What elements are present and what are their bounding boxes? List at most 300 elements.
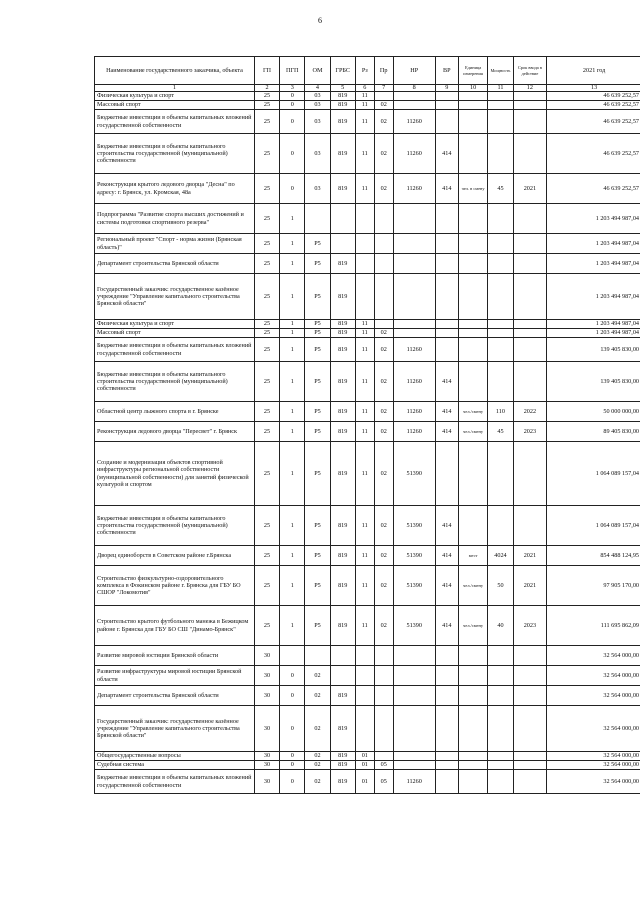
om-cell: P5 (305, 422, 330, 442)
rz-cell: 11 (355, 506, 374, 546)
pr-cell (374, 686, 393, 706)
header-row (95, 57, 640, 85)
rz-cell: 11 (355, 362, 374, 402)
gp-cell: 30 (254, 666, 279, 686)
capacity-cell: 40 (488, 606, 513, 646)
header-cell: Пр (374, 57, 393, 85)
rz-cell: 01 (355, 770, 374, 794)
table-row (95, 254, 640, 274)
grbs-cell: 819 (330, 174, 355, 204)
pgp-cell: 1 (280, 606, 305, 646)
row-name: Строительство физкультурно-оздоровительного комплекса в Фокинском районе г. Брянска для ГБУ БО СШОР "Локомотив" (95, 566, 255, 606)
pr-cell: 02 (374, 110, 393, 134)
amount-cell: 1 203 494 987,04 (547, 204, 640, 234)
amount-cell: 1 203 494 987,04 (547, 254, 640, 274)
deadline-cell (513, 274, 547, 320)
unit-cell (458, 329, 487, 338)
pgp-cell: 0 (280, 101, 305, 110)
column-number: 6 (355, 85, 374, 92)
capacity-cell: 110 (488, 402, 513, 422)
gp-cell: 25 (254, 134, 279, 174)
table-row (95, 761, 640, 770)
om-cell: P5 (305, 254, 330, 274)
nr-cell: 51390 (393, 606, 435, 646)
table-row (95, 666, 640, 686)
unit-cell (458, 770, 487, 794)
nr-cell (393, 666, 435, 686)
pgp-cell: 1 (280, 362, 305, 402)
rz-cell: 11 (355, 174, 374, 204)
grbs-cell: 819 (330, 362, 355, 402)
capacity-cell (488, 110, 513, 134)
gp-cell: 25 (254, 442, 279, 506)
vr-cell (435, 442, 458, 506)
unit-cell: чел./смену (458, 566, 487, 606)
gp-cell: 25 (254, 101, 279, 110)
row-name: Создание и модернизация объектов спортивной инфраструктуры региональной собственности (муниципальной собственности) для занятий физической культурой и спортом (95, 442, 255, 506)
header-cell: ГП (254, 57, 279, 85)
om-cell: P5 (305, 442, 330, 506)
pgp-cell: 0 (280, 761, 305, 770)
table-row (95, 422, 640, 442)
capacity-cell (488, 134, 513, 174)
pgp-cell: 1 (280, 506, 305, 546)
pgp-cell: 1 (280, 566, 305, 606)
pgp-cell: 0 (280, 92, 305, 101)
nr-cell (393, 254, 435, 274)
page-number: 6 (318, 16, 322, 25)
table-body (95, 92, 640, 794)
gp-cell: 25 (254, 274, 279, 320)
deadline-cell (513, 320, 547, 329)
deadline-cell (513, 134, 547, 174)
om-cell (305, 204, 330, 234)
nr-cell (393, 234, 435, 254)
vr-cell (435, 204, 458, 234)
nr-cell: 11260 (393, 362, 435, 402)
pgp-cell (280, 646, 305, 666)
capacity-cell (488, 770, 513, 794)
gp-cell: 30 (254, 752, 279, 761)
unit-cell: чел./смену (458, 402, 487, 422)
vr-cell (435, 254, 458, 274)
unit-cell (458, 274, 487, 320)
grbs-cell: 819 (330, 506, 355, 546)
unit-cell: мест (458, 546, 487, 566)
unit-cell (458, 234, 487, 254)
unit-cell (458, 110, 487, 134)
amount-cell: 139 405 830,00 (547, 338, 640, 362)
grbs-cell: 819 (330, 686, 355, 706)
column-number: 11 (488, 85, 513, 92)
pr-cell (374, 666, 393, 686)
deadline-cell: 2023 (513, 422, 547, 442)
pr-cell: 02 (374, 174, 393, 204)
table-row (95, 362, 640, 402)
vr-cell (435, 770, 458, 794)
grbs-cell: 819 (330, 134, 355, 174)
table-row (95, 546, 640, 566)
budget-table (94, 56, 640, 794)
rz-cell: 01 (355, 761, 374, 770)
unit-cell (458, 254, 487, 274)
deadline-cell (513, 646, 547, 666)
pr-cell: 02 (374, 506, 393, 546)
pr-cell (374, 254, 393, 274)
grbs-cell: 819 (330, 101, 355, 110)
om-cell: 03 (305, 110, 330, 134)
deadline-cell: 2022 (513, 402, 547, 422)
amount-cell: 1 203 494 987,04 (547, 274, 640, 320)
row-name: Массовый спорт (95, 101, 255, 110)
table-row (95, 101, 640, 110)
gp-cell: 30 (254, 706, 279, 752)
amount-cell: 32 564 000,00 (547, 706, 640, 752)
om-cell: 02 (305, 770, 330, 794)
gp-cell: 30 (254, 770, 279, 794)
table-row (95, 402, 640, 422)
column-number: 7 (374, 85, 393, 92)
row-name: Реконструкция крытого ледового дворца "Десна" по адресу: г. Брянск, ул. Кромская, 48а (95, 174, 255, 204)
pgp-cell: 0 (280, 666, 305, 686)
unit-cell: чел. в смену (458, 174, 487, 204)
pgp-cell: 1 (280, 338, 305, 362)
row-name: Реконструкция ледового дворца "Пересвет" г. Брянск (95, 422, 255, 442)
pgp-cell: 0 (280, 706, 305, 752)
header-cell: ГРБС (330, 57, 355, 85)
pgp-cell: 1 (280, 442, 305, 506)
grbs-cell: 819 (330, 546, 355, 566)
unit-cell (458, 320, 487, 329)
grbs-cell: 819 (330, 442, 355, 506)
vr-cell (435, 338, 458, 362)
table-row (95, 329, 640, 338)
amount-cell: 139 405 830,00 (547, 362, 640, 402)
capacity-cell (488, 101, 513, 110)
table-row (95, 338, 640, 362)
row-name: Бюджетные инвестиции в объекты капитальных вложений государственной собственности (95, 110, 255, 134)
rz-cell (355, 706, 374, 752)
grbs-cell (330, 234, 355, 254)
vr-cell: 414 (435, 362, 458, 402)
row-name: Дворец единоборств в Советском районе г.Брянска (95, 546, 255, 566)
gp-cell: 25 (254, 546, 279, 566)
deadline-cell (513, 362, 547, 402)
rz-cell: 11 (355, 101, 374, 110)
nr-cell: 11260 (393, 402, 435, 422)
vr-cell: 414 (435, 566, 458, 606)
row-name: Бюджетные инвестиции в объекты капитальных вложений государственной собственности (95, 338, 255, 362)
gp-cell: 25 (254, 338, 279, 362)
header-cell: Мощность (488, 57, 513, 85)
om-cell: 02 (305, 706, 330, 752)
table-row (95, 110, 640, 134)
pgp-cell: 1 (280, 234, 305, 254)
om-cell: P5 (305, 338, 330, 362)
vr-cell (435, 706, 458, 752)
vr-cell: 414 (435, 402, 458, 422)
amount-cell: 1 203 494 987,04 (547, 234, 640, 254)
amount-cell: 50 000 000,00 (547, 402, 640, 422)
amount-cell: 1 064 089 157,04 (547, 442, 640, 506)
om-cell: P5 (305, 506, 330, 546)
deadline-cell (513, 338, 547, 362)
capacity-cell (488, 442, 513, 506)
unit-cell (458, 92, 487, 101)
vr-cell (435, 320, 458, 329)
pgp-cell: 0 (280, 686, 305, 706)
om-cell: P5 (305, 320, 330, 329)
vr-cell: 414 (435, 546, 458, 566)
table-row (95, 646, 640, 666)
capacity-cell (488, 254, 513, 274)
pr-cell: 05 (374, 770, 393, 794)
column-number: 1 (95, 85, 255, 92)
deadline-cell (513, 101, 547, 110)
capacity-cell (488, 92, 513, 101)
rz-cell: 11 (355, 606, 374, 646)
rz-cell (355, 254, 374, 274)
rz-cell: 11 (355, 329, 374, 338)
deadline-cell (513, 506, 547, 546)
unit-cell: чел./смену (458, 606, 487, 646)
vr-cell (435, 101, 458, 110)
row-name: Судебная система (95, 761, 255, 770)
table-row (95, 274, 640, 320)
om-cell: P5 (305, 606, 330, 646)
nr-cell: 51390 (393, 566, 435, 606)
nr-cell (393, 646, 435, 666)
unit-cell: чел./смену (458, 422, 487, 442)
grbs-cell: 819 (330, 110, 355, 134)
capacity-cell (488, 686, 513, 706)
pr-cell: 02 (374, 362, 393, 402)
grbs-cell: 819 (330, 706, 355, 752)
unit-cell (458, 362, 487, 402)
rz-cell (355, 686, 374, 706)
pr-cell: 02 (374, 101, 393, 110)
amount-cell: 32 564 000,00 (547, 761, 640, 770)
amount-cell: 1 203 494 987,04 (547, 320, 640, 329)
unit-cell (458, 204, 487, 234)
header-cell: Единица измерения (458, 57, 487, 85)
nr-cell: 51390 (393, 506, 435, 546)
capacity-cell (488, 274, 513, 320)
pgp-cell: 0 (280, 134, 305, 174)
amount-cell: 1 203 494 987,04 (547, 329, 640, 338)
deadline-cell: 2021 (513, 546, 547, 566)
table-row (95, 92, 640, 101)
gp-cell: 25 (254, 174, 279, 204)
pgp-cell: 1 (280, 329, 305, 338)
unit-cell (458, 101, 487, 110)
row-name: Подпрограмма "Развитие спорта высших достижений и системы подготовки спортивного резерва" (95, 204, 255, 234)
row-name: Физическая культура и спорт (95, 320, 255, 329)
gp-cell: 30 (254, 686, 279, 706)
pgp-cell: 1 (280, 320, 305, 329)
column-number: 5 (330, 85, 355, 92)
gp-cell: 25 (254, 566, 279, 606)
row-name: Государственный заказчик: государственное казённое учреждение "Управление капитального строительства Брянской области" (95, 706, 255, 752)
amount-cell: 32 564 000,00 (547, 666, 640, 686)
gp-cell: 25 (254, 234, 279, 254)
amount-cell: 1 064 089 157,04 (547, 506, 640, 546)
table-row (95, 506, 640, 546)
vr-cell: 414 (435, 506, 458, 546)
om-cell: 03 (305, 101, 330, 110)
rz-cell: 11 (355, 92, 374, 101)
nr-cell (393, 274, 435, 320)
vr-cell (435, 666, 458, 686)
pr-cell: 02 (374, 134, 393, 174)
unit-cell (458, 761, 487, 770)
deadline-cell (513, 686, 547, 706)
capacity-cell: 50 (488, 566, 513, 606)
rz-cell: 11 (355, 402, 374, 422)
pr-cell: 02 (374, 442, 393, 506)
column-number: 3 (280, 85, 305, 92)
grbs-cell (330, 204, 355, 234)
deadline-cell (513, 761, 547, 770)
pr-cell (374, 92, 393, 101)
deadline-cell (513, 752, 547, 761)
deadline-cell: 2023 (513, 606, 547, 646)
amount-cell: 854 488 124,95 (547, 546, 640, 566)
vr-cell (435, 110, 458, 134)
pgp-cell: 0 (280, 770, 305, 794)
nr-cell (393, 204, 435, 234)
pgp-cell: 0 (280, 174, 305, 204)
column-number: 2 (254, 85, 279, 92)
row-name: Развитие инфраструктуры мировой юстиции Брянской области (95, 666, 255, 686)
om-cell (305, 646, 330, 666)
nr-cell: 11260 (393, 110, 435, 134)
nr-cell (393, 761, 435, 770)
pgp-cell: 0 (280, 110, 305, 134)
amount-cell: 46 639 252,57 (547, 134, 640, 174)
deadline-cell (513, 234, 547, 254)
deadline-cell: 2021 (513, 566, 547, 606)
nr-cell (393, 101, 435, 110)
rz-cell: 11 (355, 134, 374, 174)
unit-cell (458, 706, 487, 752)
grbs-cell: 819 (330, 770, 355, 794)
pr-cell (374, 646, 393, 666)
rz-cell (355, 274, 374, 320)
pr-cell: 05 (374, 761, 393, 770)
header-cell: НР (393, 57, 435, 85)
rz-cell (355, 234, 374, 254)
table-row (95, 174, 640, 204)
capacity-cell (488, 706, 513, 752)
row-name: Региональный проект "Спорт - норма жизни (Брянская область)" (95, 234, 255, 254)
grbs-cell: 819 (330, 254, 355, 274)
capacity-cell (488, 338, 513, 362)
gp-cell: 25 (254, 362, 279, 402)
column-number: 12 (513, 85, 547, 92)
om-cell: 02 (305, 761, 330, 770)
om-cell: P5 (305, 274, 330, 320)
gp-cell: 25 (254, 92, 279, 101)
rz-cell (355, 666, 374, 686)
rz-cell: 01 (355, 752, 374, 761)
capacity-cell (488, 329, 513, 338)
nr-cell (393, 320, 435, 329)
grbs-cell: 819 (330, 606, 355, 646)
header-cell: ОМ (305, 57, 330, 85)
table-row (95, 686, 640, 706)
column-number: 10 (458, 85, 487, 92)
om-cell: P5 (305, 566, 330, 606)
unit-cell (458, 752, 487, 761)
table-row (95, 204, 640, 234)
capacity-cell (488, 752, 513, 761)
deadline-cell (513, 666, 547, 686)
gp-cell: 25 (254, 254, 279, 274)
header-cell: Срок ввода в действие (513, 57, 547, 85)
row-name: Массовый спорт (95, 329, 255, 338)
gp-cell: 25 (254, 606, 279, 646)
nr-cell: 11260 (393, 422, 435, 442)
unit-cell (458, 442, 487, 506)
grbs-cell: 819 (330, 566, 355, 606)
vr-cell (435, 686, 458, 706)
capacity-cell (488, 761, 513, 770)
om-cell: P5 (305, 546, 330, 566)
amount-cell: 32 564 000,00 (547, 686, 640, 706)
vr-cell: 414 (435, 174, 458, 204)
om-cell: P5 (305, 234, 330, 254)
table-row (95, 752, 640, 761)
pr-cell: 02 (374, 329, 393, 338)
table-row (95, 566, 640, 606)
capacity-cell: 45 (488, 422, 513, 442)
om-cell: P5 (305, 329, 330, 338)
row-name: Департамент строительства Брянской области (95, 254, 255, 274)
amount-cell: 46 639 252,57 (547, 101, 640, 110)
deadline-cell (513, 442, 547, 506)
amount-cell: 111 695 862,09 (547, 606, 640, 646)
nr-cell: 11260 (393, 770, 435, 794)
grbs-cell: 819 (330, 422, 355, 442)
rz-cell: 11 (355, 320, 374, 329)
rz-cell (355, 646, 374, 666)
column-number: 8 (393, 85, 435, 92)
rz-cell: 11 (355, 338, 374, 362)
grbs-cell: 819 (330, 752, 355, 761)
gp-cell: 25 (254, 320, 279, 329)
capacity-cell (488, 506, 513, 546)
grbs-cell (330, 646, 355, 666)
vr-cell (435, 274, 458, 320)
grbs-cell: 819 (330, 329, 355, 338)
gp-cell: 25 (254, 110, 279, 134)
capacity-cell (488, 666, 513, 686)
table-row (95, 706, 640, 752)
amount-cell: 89 405 830,00 (547, 422, 640, 442)
header-cell: ПГП (280, 57, 305, 85)
table-row (95, 442, 640, 506)
om-cell: 02 (305, 752, 330, 761)
pgp-cell: 1 (280, 546, 305, 566)
gp-cell: 30 (254, 646, 279, 666)
rz-cell: 11 (355, 110, 374, 134)
gp-cell: 25 (254, 329, 279, 338)
capacity-cell (488, 646, 513, 666)
gp-cell: 25 (254, 402, 279, 422)
deadline-cell (513, 329, 547, 338)
table-row (95, 606, 640, 646)
